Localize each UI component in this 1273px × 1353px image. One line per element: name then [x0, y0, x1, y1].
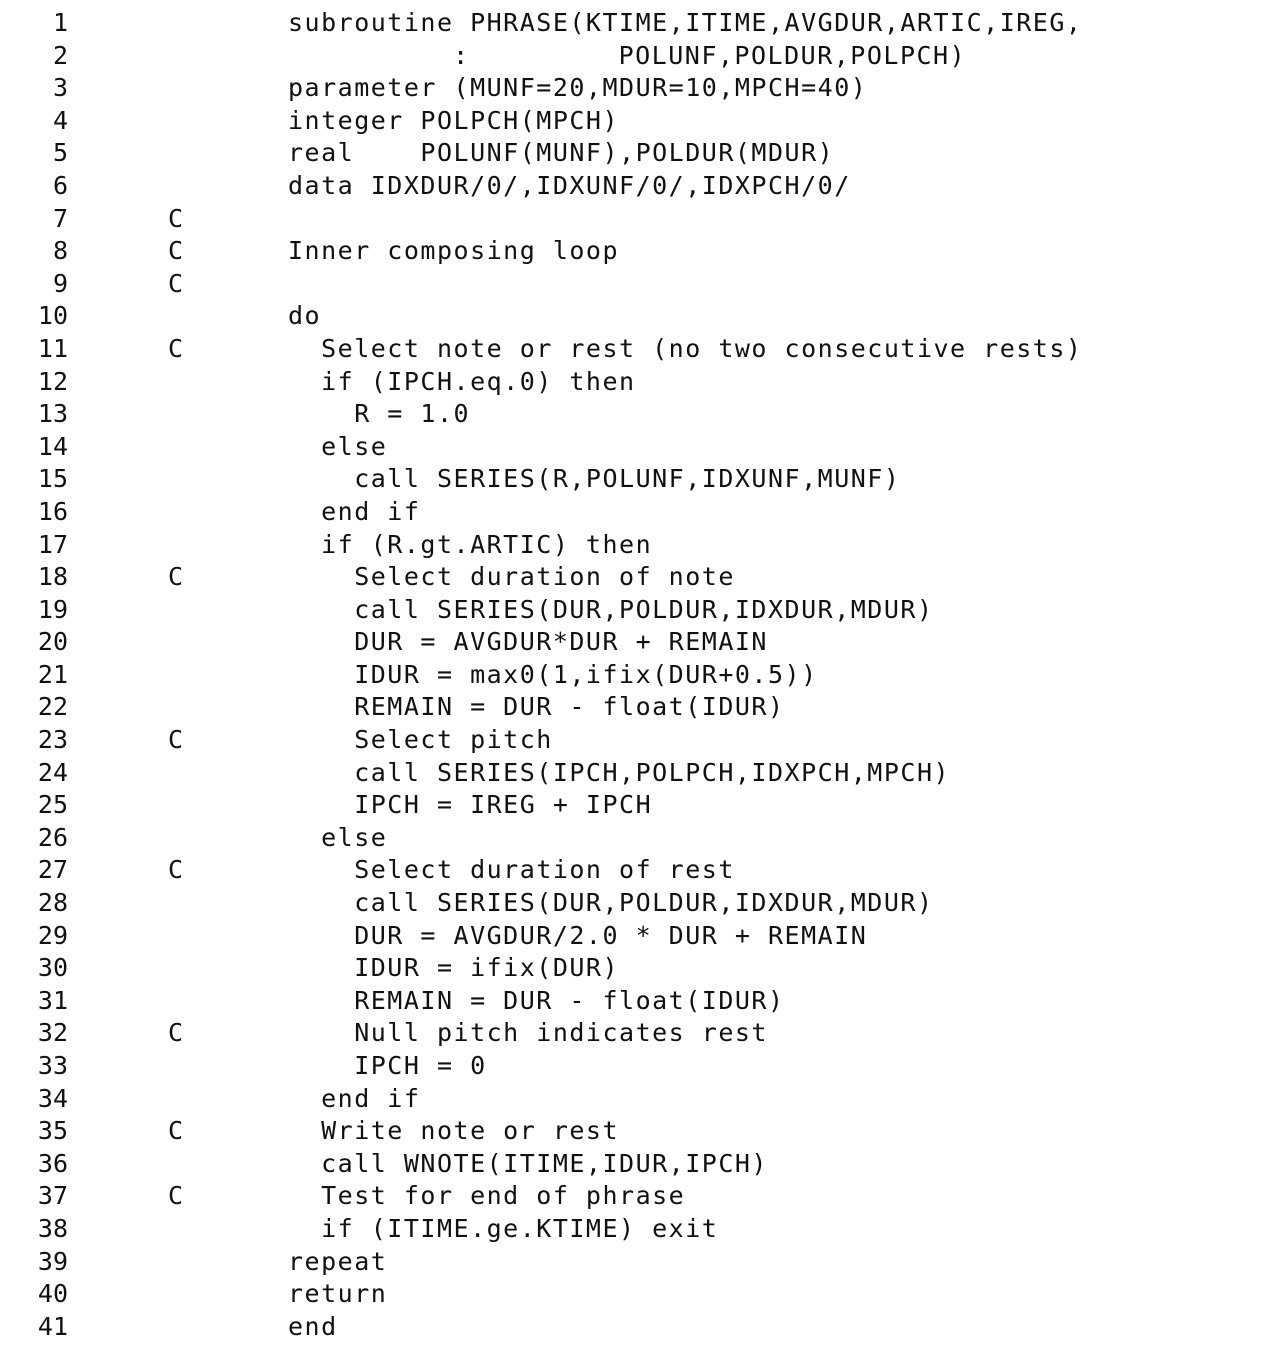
- code-line: [0, 757, 1273, 790]
- code-listing: [0, 7, 1273, 1343]
- code-line: [0, 203, 1273, 236]
- code-text: Select note or rest (no two consecutive rests): [288, 333, 1083, 363]
- comment-marker: C: [168, 268, 184, 298]
- line-number: 11: [37, 333, 68, 363]
- line-number: 40: [37, 1279, 68, 1309]
- line-number: 22: [37, 692, 68, 722]
- line-number: 21: [37, 659, 68, 689]
- line-number: 26: [37, 822, 68, 852]
- code-text: IPCH = IREG + IPCH: [288, 790, 653, 820]
- code-text: end if: [288, 496, 421, 526]
- code-line: [0, 333, 1273, 366]
- line-number: 29: [37, 920, 68, 950]
- code-line: [0, 431, 1273, 464]
- line-number: 15: [37, 464, 68, 494]
- code-text: parameter (MUNF=20,MDUR=10,MPCH=40): [288, 73, 868, 103]
- code-line: [0, 235, 1273, 268]
- code-line: [0, 659, 1273, 692]
- code-text: else: [288, 822, 388, 852]
- comment-marker: C: [168, 1018, 184, 1048]
- code-line: [0, 1180, 1273, 1213]
- code-text: Select pitch: [288, 725, 553, 755]
- line-number: 23: [37, 725, 68, 755]
- code-line: [0, 594, 1273, 627]
- code-text: call SERIES(IPCH,POLPCH,IDXPCH,MPCH): [288, 757, 951, 787]
- code-text: call SERIES(R,POLUNF,IDXUNF,MUNF): [288, 464, 901, 494]
- line-number: 16: [37, 496, 68, 526]
- code-line: [0, 1246, 1273, 1279]
- line-number: 33: [37, 1051, 68, 1080]
- line-number: 6: [52, 170, 68, 200]
- code-text: data IDXDUR/0/,IDXUNF/0/,IDXPCH/0/: [288, 170, 851, 200]
- code-line: [0, 920, 1273, 953]
- comment-marker: C: [168, 562, 184, 592]
- code-line: [0, 561, 1273, 594]
- line-number: 14: [37, 431, 68, 461]
- code-line: [0, 7, 1273, 40]
- code-text: IPCH = 0: [288, 1051, 487, 1080]
- comment-marker: C: [168, 1116, 184, 1146]
- code-text: REMAIN = DUR - float(IDUR): [288, 692, 785, 722]
- code-line: [0, 887, 1273, 920]
- code-line: [0, 691, 1273, 724]
- line-number: 12: [37, 366, 68, 396]
- code-line: [0, 300, 1273, 333]
- line-number: 10: [37, 301, 68, 331]
- code-line: [0, 789, 1273, 822]
- code-line: [0, 398, 1273, 431]
- line-number: 30: [37, 953, 68, 983]
- code-line: [0, 72, 1273, 105]
- line-number: 5: [52, 138, 68, 168]
- comment-marker: C: [168, 203, 184, 233]
- code-line: [0, 822, 1273, 855]
- code-text: REMAIN = DUR - float(IDUR): [288, 985, 785, 1015]
- code-text: call WNOTE(ITIME,IDUR,IPCH): [288, 1148, 768, 1178]
- line-number: 18: [37, 562, 68, 592]
- code-text: R = 1.0: [288, 399, 471, 429]
- code-text: Write note or rest: [288, 1116, 620, 1146]
- code-line: [0, 40, 1273, 73]
- line-number: 27: [37, 855, 68, 885]
- line-number: 38: [37, 1213, 68, 1243]
- code-text: if (IPCH.eq.0) then: [288, 366, 636, 396]
- code-text: integer POLPCH(MPCH): [288, 105, 620, 135]
- line-number: 36: [37, 1148, 68, 1178]
- code-text: real POLUNF(MUNF),POLDUR(MDUR): [288, 138, 835, 168]
- line-number: 31: [37, 985, 68, 1015]
- code-line: [0, 724, 1273, 757]
- line-number: 2: [52, 40, 68, 70]
- line-number: 37: [37, 1181, 68, 1211]
- code-line: [0, 137, 1273, 170]
- code-line: [0, 268, 1273, 301]
- code-line: [0, 105, 1273, 138]
- comment-marker: C: [168, 333, 184, 363]
- line-number: 34: [37, 1083, 68, 1113]
- code-line: [0, 952, 1273, 985]
- code-text: return: [288, 1279, 388, 1309]
- code-line: [0, 1278, 1273, 1311]
- code-text: call SERIES(DUR,POLDUR,IDXDUR,MDUR): [288, 594, 934, 624]
- line-number: 19: [37, 594, 68, 624]
- code-text: subroutine PHRASE(KTIME,ITIME,AVGDUR,ARTIC,IREG,: [288, 8, 1083, 37]
- line-number: 13: [37, 399, 68, 429]
- line-number: 8: [52, 236, 68, 266]
- code-text: Inner composing loop: [288, 236, 620, 266]
- code-text: Select duration of note: [288, 562, 735, 592]
- code-line: [0, 366, 1273, 399]
- code-text: DUR = AVGDUR/2.0 * DUR + REMAIN: [288, 920, 868, 950]
- code-text: end if: [288, 1083, 421, 1113]
- line-number: 4: [52, 105, 68, 135]
- line-number: 35: [37, 1116, 68, 1146]
- code-text: else: [288, 431, 388, 461]
- code-text: IDUR = max0(1,ifix(DUR+0.5)): [288, 659, 818, 689]
- line-number: 1: [52, 8, 68, 37]
- code-line: [0, 1148, 1273, 1181]
- code-text: DUR = AVGDUR*DUR + REMAIN: [288, 627, 768, 657]
- code-line: [0, 1311, 1273, 1344]
- code-line: [0, 854, 1273, 887]
- comment-marker: C: [168, 855, 184, 885]
- code-text: end: [288, 1311, 338, 1341]
- code-text: IDUR = ifix(DUR): [288, 953, 620, 983]
- comment-marker: C: [168, 236, 184, 266]
- comment-marker: C: [168, 1181, 184, 1211]
- code-text: if (R.gt.ARTIC) then: [288, 529, 653, 559]
- code-line: [0, 1017, 1273, 1050]
- line-number: 20: [37, 627, 68, 657]
- line-number: 7: [52, 203, 68, 233]
- line-number: 41: [37, 1311, 68, 1341]
- code-line: [0, 1050, 1273, 1083]
- code-line: [0, 529, 1273, 562]
- line-number: 17: [37, 529, 68, 559]
- code-text: if (ITIME.ge.KTIME) exit: [288, 1213, 719, 1243]
- line-number: 25: [37, 790, 68, 820]
- code-text: Select duration of rest: [288, 855, 735, 885]
- code-line: [0, 170, 1273, 203]
- line-number: 9: [52, 268, 68, 298]
- comment-marker: C: [168, 725, 184, 755]
- code-line: [0, 1213, 1273, 1246]
- code-line: [0, 626, 1273, 659]
- line-number: 39: [37, 1246, 68, 1276]
- line-number: 3: [52, 73, 68, 103]
- line-number: 24: [37, 757, 68, 787]
- line-number: 28: [37, 888, 68, 918]
- line-number: 32: [37, 1018, 68, 1048]
- code-text: Null pitch indicates rest: [288, 1018, 768, 1048]
- code-text: : POLUNF,POLDUR,POLPCH): [271, 40, 967, 70]
- code-line: [0, 1115, 1273, 1148]
- code-line: [0, 1083, 1273, 1116]
- code-line: [0, 463, 1273, 496]
- code-text: Test for end of phrase: [288, 1181, 686, 1211]
- code-line: [0, 496, 1273, 529]
- code-text: repeat: [288, 1246, 388, 1276]
- code-text: call SERIES(DUR,POLDUR,IDXDUR,MDUR): [288, 888, 934, 918]
- code-line: [0, 985, 1273, 1018]
- code-text: do: [288, 301, 322, 331]
